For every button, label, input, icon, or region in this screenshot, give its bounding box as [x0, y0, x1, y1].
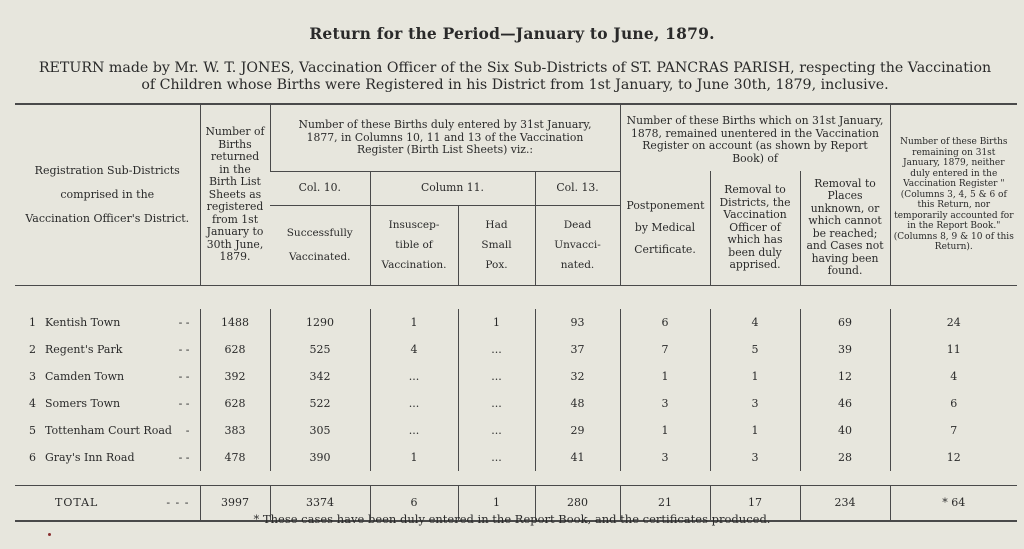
cell-insusceptible: 4	[370, 336, 458, 363]
postponement-header: Postponement by Medical Certificate.	[620, 171, 710, 285]
district-header-line: Vaccination Officer's District.	[25, 211, 190, 225]
district-name: Regent's Park	[45, 343, 123, 356]
col10-header: Col. 10.	[270, 171, 370, 205]
row-dots: - -	[178, 343, 190, 356]
total-births: 3997	[200, 485, 270, 521]
cell-removal-districts: 4	[710, 309, 800, 336]
total-insusceptible: 6	[370, 485, 458, 521]
smallpox-header: Had Small Pox.	[458, 205, 535, 285]
cell-postponement: 1	[620, 417, 710, 444]
district-header-line: comprised in the	[60, 187, 155, 201]
table-row	[15, 336, 1017, 363]
cell-removal-places: 46	[800, 390, 890, 417]
unentered-group-header: Number of these Births which on 31st January, 1878, remained unentered in the Vaccination Register on account (as shown by Report Book) of	[620, 104, 890, 171]
cell-remaining: 4	[890, 363, 1017, 390]
table-row	[15, 309, 1017, 336]
row-number: 5	[29, 424, 36, 437]
cell-postponement: 7	[620, 336, 710, 363]
cell-births: 1488	[200, 309, 270, 336]
cell-dead: 29	[535, 417, 620, 444]
remaining-header: Number of these Births remaining on 31st January, 1879, neither duly entered in the Vaccination Register "(Columns 3, 4, 5 & 6 of this Return, nor temporarily accounted for in the Report Book." (Columns 8, 9 & 10 of this Return).	[890, 104, 1017, 285]
cell-postponement: 3	[620, 444, 710, 471]
district-name: Kentish Town	[45, 316, 121, 329]
cell-postponement: 6	[620, 309, 710, 336]
cell-smallpox: ...	[458, 390, 535, 417]
district-name-cell	[15, 309, 200, 336]
entered-group-header: Number of these Births duly entered by 31st January, 1877, in Columns 10, 11 and 13 of the Vaccination Register (Birth List Sheets) viz.:	[270, 104, 620, 171]
page-title: Return for the Period—January to June, 1879.	[309, 24, 715, 43]
cell-dead: 93	[535, 309, 620, 336]
row-dots: - -	[178, 370, 190, 383]
district-name-cell	[15, 417, 200, 444]
row-number: 1	[29, 316, 36, 329]
col13-header: Col. 13.	[535, 171, 620, 205]
total-postponement: 21	[620, 485, 710, 521]
cell-removal-places: 12	[800, 363, 890, 390]
table-row	[15, 444, 1017, 471]
cell-remaining: 6	[890, 390, 1017, 417]
cell-removal-places: 40	[800, 417, 890, 444]
district-name: Somers Town	[45, 397, 121, 410]
row-dots: - -	[178, 451, 190, 464]
cell-smallpox: ...	[458, 444, 535, 471]
cell-smallpox: 1	[458, 309, 535, 336]
cell-remaining: 11	[890, 336, 1017, 363]
cell-births: 383	[200, 417, 270, 444]
cell-births: 478	[200, 444, 270, 471]
cell-dead: 32	[535, 363, 620, 390]
row-number: 6	[29, 451, 36, 464]
cell-insusceptible: 1	[370, 309, 458, 336]
cell-vaccinated: 305	[270, 417, 370, 444]
cell-dead: 37	[535, 336, 620, 363]
cell-removal-districts: 1	[710, 363, 800, 390]
cell-removal-districts: 1	[710, 417, 800, 444]
cell-vaccinated: 390	[270, 444, 370, 471]
intro-paragraph: RETURN made by Mr. W. T. JONES, Vaccination Officer of the Six Sub-Districts of ST. PANCRAS PARISH, respecting the Vaccination of Children whose Births were Registered in his District from 1st January, to June 30th, 1879, inclusive.	[38, 60, 992, 93]
footnote: * These cases have been duly entered in the Report Book, and the certificates produced.	[253, 512, 771, 526]
district-header	[15, 104, 200, 285]
district-name-cell	[15, 363, 200, 390]
row-dots: -	[185, 424, 190, 437]
district-name: Camden Town	[45, 370, 125, 383]
cell-vaccinated: 525	[270, 336, 370, 363]
insusceptible-header: Insuscep- tible of Vaccination.	[370, 205, 458, 285]
cell-insusceptible: ...	[370, 363, 458, 390]
removal-places-header: Removal to Places unknown, or which cannot be reached; and Cases not having been found.	[800, 171, 890, 285]
cell-insusceptible: ...	[370, 417, 458, 444]
births-returned-header: Number of Births returned in the Birth List Sheets as registered from 1st January to 30th June, 1879.	[200, 104, 270, 285]
cell-dead: 48	[535, 390, 620, 417]
total-dead: 280	[535, 485, 620, 521]
cell-removal-places: 28	[800, 444, 890, 471]
cell-smallpox: ...	[458, 336, 535, 363]
cell-removal-places: 39	[800, 336, 890, 363]
cell-insusceptible: ...	[370, 390, 458, 417]
district-name: Gray's Inn Road	[45, 451, 135, 464]
district-name: Tottenham Court Road	[45, 424, 172, 437]
cell-removal-districts: 5	[710, 336, 800, 363]
cell-smallpox: ...	[458, 417, 535, 444]
vaccination-return-table	[15, 103, 1017, 522]
district-name-cell	[15, 336, 200, 363]
row-number: 4	[29, 397, 36, 410]
cell-smallpox: ...	[458, 363, 535, 390]
col11-header: Column 11.	[370, 171, 535, 205]
cell-dead: 41	[535, 444, 620, 471]
table-row	[15, 363, 1017, 390]
table-row	[15, 390, 1017, 417]
district-name-cell	[15, 444, 200, 471]
cell-postponement: 3	[620, 390, 710, 417]
cell-removal-districts: 3	[710, 444, 800, 471]
row-dots: - -	[178, 397, 190, 410]
cell-remaining: 24	[890, 309, 1017, 336]
cell-postponement: 1	[620, 363, 710, 390]
successfully-vaccinated-header: Successfully Vaccinated.	[286, 227, 353, 263]
row-number: 3	[29, 370, 36, 383]
cell-removal-places: 69	[800, 309, 890, 336]
row-dots: - -	[178, 316, 190, 329]
cell-vaccinated: 1290	[270, 309, 370, 336]
dead-unvaccinated-header: Dead Unvacci- nated.	[535, 205, 620, 285]
removal-districts-header: Removal to Districts, the Vaccination Officer of which has been duly apprised.	[710, 171, 800, 285]
cell-vaccinated: 522	[270, 390, 370, 417]
cell-births: 628	[200, 390, 270, 417]
cell-remaining: 7	[890, 417, 1017, 444]
district-header-line: Registration Sub-Districts	[34, 163, 180, 177]
row-number: 2	[29, 343, 36, 356]
total-label: TOTAL	[55, 496, 99, 510]
total-dots: - - -	[166, 496, 190, 510]
cell-removal-districts: 3	[710, 390, 800, 417]
ink-mark	[48, 533, 51, 536]
cell-births: 392	[200, 363, 270, 390]
total-vaccinated: 3374	[270, 485, 370, 521]
cell-vaccinated: 342	[270, 363, 370, 390]
table-row	[15, 417, 1017, 444]
district-name-cell	[15, 390, 200, 417]
total-remaining: * 64	[890, 485, 1017, 521]
cell-remaining: 12	[890, 444, 1017, 471]
total-removal-places: 234	[800, 485, 890, 521]
total-removal-districts: 17	[710, 485, 800, 521]
total-smallpox: 1	[458, 485, 535, 521]
cell-insusceptible: 1	[370, 444, 458, 471]
cell-births: 628	[200, 336, 270, 363]
